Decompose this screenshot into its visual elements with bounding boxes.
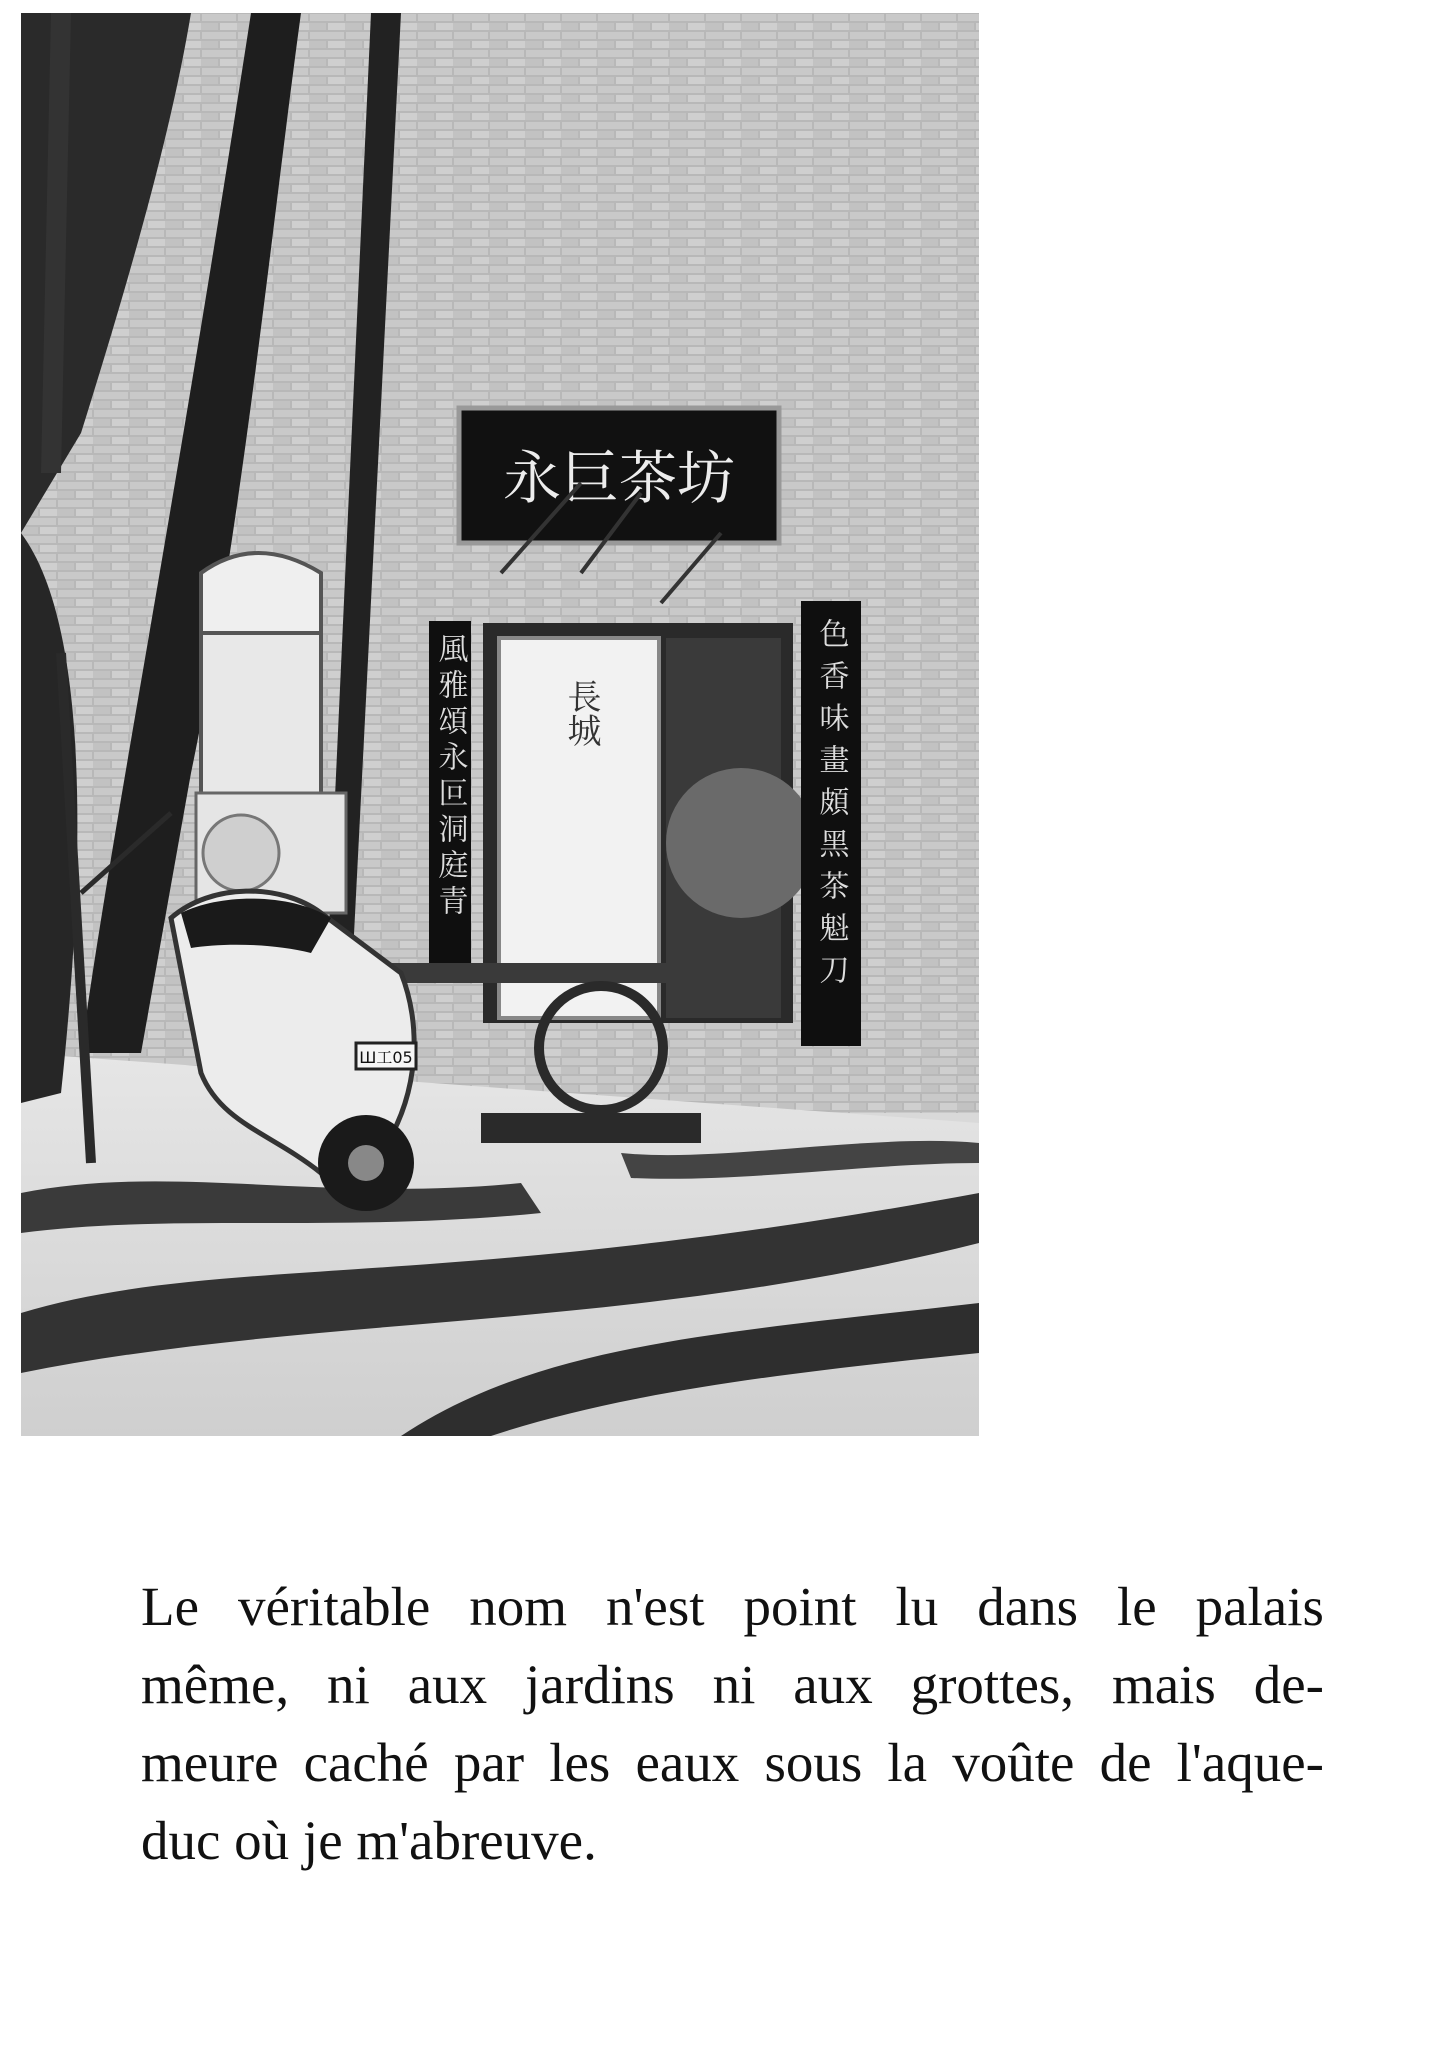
paragraph-line-1: Le véritable nom n'est point lu dans le palais <box>141 1576 1324 1637</box>
door-scroll-text: 長城 <box>561 679 601 747</box>
license-plate: Ш工05 <box>359 1048 413 1067</box>
paragraph-line-3: meure caché par les eaux sous la voûte de l'aque- <box>141 1732 1324 1793</box>
body-paragraph <box>141 1568 1324 1880</box>
street-photograph <box>21 13 979 1436</box>
paragraph-line-2: même, ni aux jardins ni aux grottes, mais de- <box>141 1654 1324 1715</box>
paragraph-line-4: duc où je m'abreuve. <box>141 1810 597 1871</box>
couplet-left-text: 風雅頌永叵洞庭青 <box>432 633 468 921</box>
sign-text: 永巨茶坊 <box>502 444 736 512</box>
couplet-right-text: 色香味畫頗黑茶魁刀 <box>813 618 849 996</box>
